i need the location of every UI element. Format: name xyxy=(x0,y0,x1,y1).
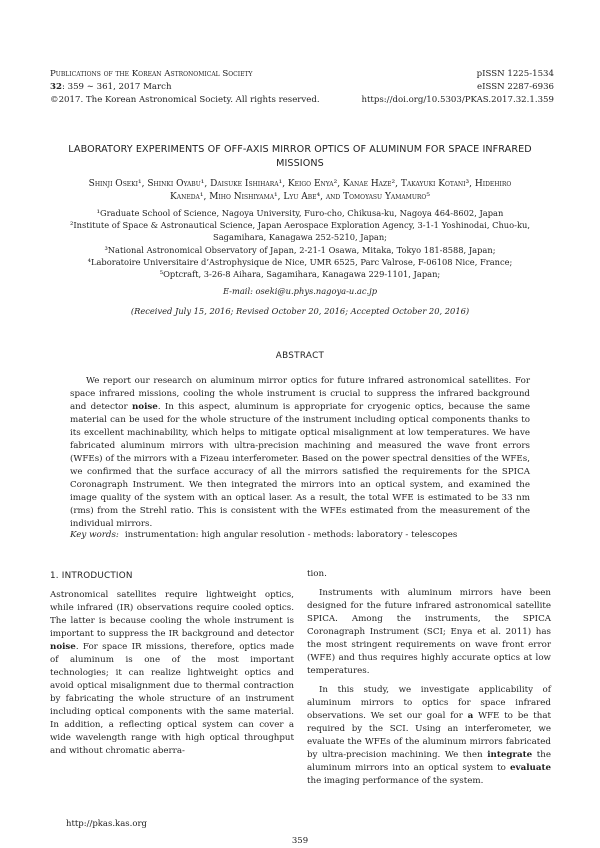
pages-date: : 359 ∼ 361, 2017 March xyxy=(61,82,172,92)
intro3-text-a: In this study, we investigate applicability of aluminum mirrors to optics for space infrared observations. We set our goal for xyxy=(307,685,551,721)
affiliations xyxy=(52,207,548,280)
intro-left-column xyxy=(50,589,294,758)
author-list xyxy=(52,178,548,204)
intro3-text-d: the imaging performance of the system. xyxy=(307,776,484,786)
abstract-part-2: . In this aspect, aluminum is appropriate for cryogenic optics, because the same material can be used for the whole structure of the instrument including optical components thanks to its excellent machinability, which helps to mitigate optical misalignment at low temperatures. We have fabricated aluminum mirrors with ultra-precision machining and measured the wave front errors (WFEs) of the mirrors with a Fizeau interferometer. Based on the power spectral densities of the WFEs, we confirmed that the surface accuracy of all the mirrors satisfied the requirements for the SPICA Coronagraph Instrument. We then integrated the mirrors into an optical system, and examined the image quality of the system with an optical laser. As a result, the total WFE is estimated to be 33 nm (rms) from the Strehl ratio. This is consistent with the WFEs estimated from the measurement of the individual mirrors. xyxy=(70,402,531,529)
intro-bold-noise: noise xyxy=(50,642,76,652)
abstract-heading: ABSTRACT xyxy=(275,351,325,361)
intro-text-b: . For space IR missions, therefore, optics made of aluminum is one of the most important technologies; it can realize lightweight optics and avoid optical misalignment due to thermal contraction by fabricating the whole structure of an instrument including optical components with the same material. In addition, a reflecting optical system can cover a wide wavelength range with high optical throughput and without chromatic aberra- xyxy=(50,642,294,756)
journal-name: Publications of the Korean Astronomical Society xyxy=(50,69,253,79)
affiliation-2-cont: Sagamihara, Kanagawa 252-5210, Japan; xyxy=(213,232,387,243)
intro3-text-b: WFE to be that required by the SCI. Using an interferometer, we evaluate the WFEs of the aluminum mirrors fabricated by ultra-precision machining. We then xyxy=(307,711,552,760)
abstract-text xyxy=(70,375,530,531)
doi-link[interactable]: https://doi.org/10.5303/PKAS.2017.32.1.359 xyxy=(361,95,554,105)
section-heading-introduction: 1. INTRODUCTION xyxy=(50,571,133,581)
received-dates: (Received July 15, 2016; Revised October 20, 2016; Accepted October 20, 2016) xyxy=(130,306,470,316)
affiliation-3: ³National Astronomical Observatory of Japan, 2-21-1 Osawa, Mitaka, Tokyo 181-8588, Japan; xyxy=(104,244,496,255)
keywords-label: Key words: xyxy=(70,530,119,540)
intro3-bold-integrate: integrate xyxy=(487,750,533,760)
abstract-bold-noise: noise xyxy=(131,402,158,412)
authors-line-2: Kaneda¹, Miho Nishiyama¹, Lyu Abe⁴, and Tomoyasu Yamamuro⁵ xyxy=(170,192,430,202)
page-number: 359 xyxy=(291,836,309,846)
affiliation-2: ²Institute of Space & Astronautical Science, Japan Aerospace Exploration Agency, 3-1-1 Yoshinodai, Chuo-ku, xyxy=(70,220,530,231)
pissn: pISSN 1225-1534 xyxy=(476,69,554,79)
copyright-line: ©2017. The Korean Astronomical Society. All rights reserved. xyxy=(50,95,320,105)
keywords-list: instrumentation: high angular resolution - methods: laboratory - telescopes xyxy=(124,530,458,540)
intro3-bold-evaluate: evaluate xyxy=(510,763,551,773)
abstract-part-1: We report our research on aluminum mirror optics for future infrared astronomical satellites. For space infrared missions, cooling the whole instrument is crucial to suppress the infrared background and detector xyxy=(70,376,530,412)
intro-paragraph-2: Instruments with aluminum mirrors have been designed for the future infrared astronomical satellite SPICA. Among the instruments, the SPICA Coronagraph Instrument (SCI; Enya et al. 2011) has the most stringent requirements on wave front error (WFE) and thus requires highly accurate optics at low temperatures. xyxy=(307,588,551,676)
intro-right-column xyxy=(307,568,551,788)
authors-line-1: Shinji Oseki¹, Shinki Oyabu¹, Daisuke Ishihara¹, Keigo Enya², Kanae Haze², Takayuki Kotani³, Hidehiro xyxy=(88,179,512,189)
keywords xyxy=(70,530,530,540)
contact-email[interactable]: E-mail: oseki@u.phys.nagoya-u.ac.jp xyxy=(222,286,378,296)
eissn: eISSN 2287-6936 xyxy=(477,82,554,92)
intro3-text-c: the aluminum mirrors into an optical system to xyxy=(307,750,551,773)
volume-number: 32 xyxy=(50,82,62,92)
journal-url-footnote[interactable]: http://pkas.kas.org xyxy=(66,819,147,829)
intro-text-a: Astronomical satellites require lightweight optics, while infrared (IR) observations require cooled optics. The latter is because cooling the whole instrument is important to suppress the IR background and detector xyxy=(50,590,294,639)
issn-block xyxy=(314,68,554,107)
paper-title: LABORATORY EXPERIMENTS OF OFF-AXIS MIRROR OPTICS OF ALUMINUM FOR SPACE INFRARED MISSIONS xyxy=(68,144,532,169)
intro3-bold-a: a xyxy=(467,711,474,721)
intro-continuation: tion. xyxy=(307,569,327,579)
intro-paragraph-3 xyxy=(307,684,551,788)
affiliation-4: ⁴Laboratoire Universitaire d’Astrophysique de Nice, UMR 6525, Parc Valrose, F-06108 Nice, France; xyxy=(87,256,513,267)
affiliation-1: ¹Graduate School of Science, Nagoya University, Furo-cho, Chikusa-ku, Nagoya 464-8602, Japan xyxy=(96,208,504,218)
intro-paragraph-1 xyxy=(50,589,294,758)
affiliation-5: ⁵Optcraft, 3-26-8 Aihara, Sagamihara, Kanagawa 229-1101, Japan; xyxy=(159,269,441,280)
